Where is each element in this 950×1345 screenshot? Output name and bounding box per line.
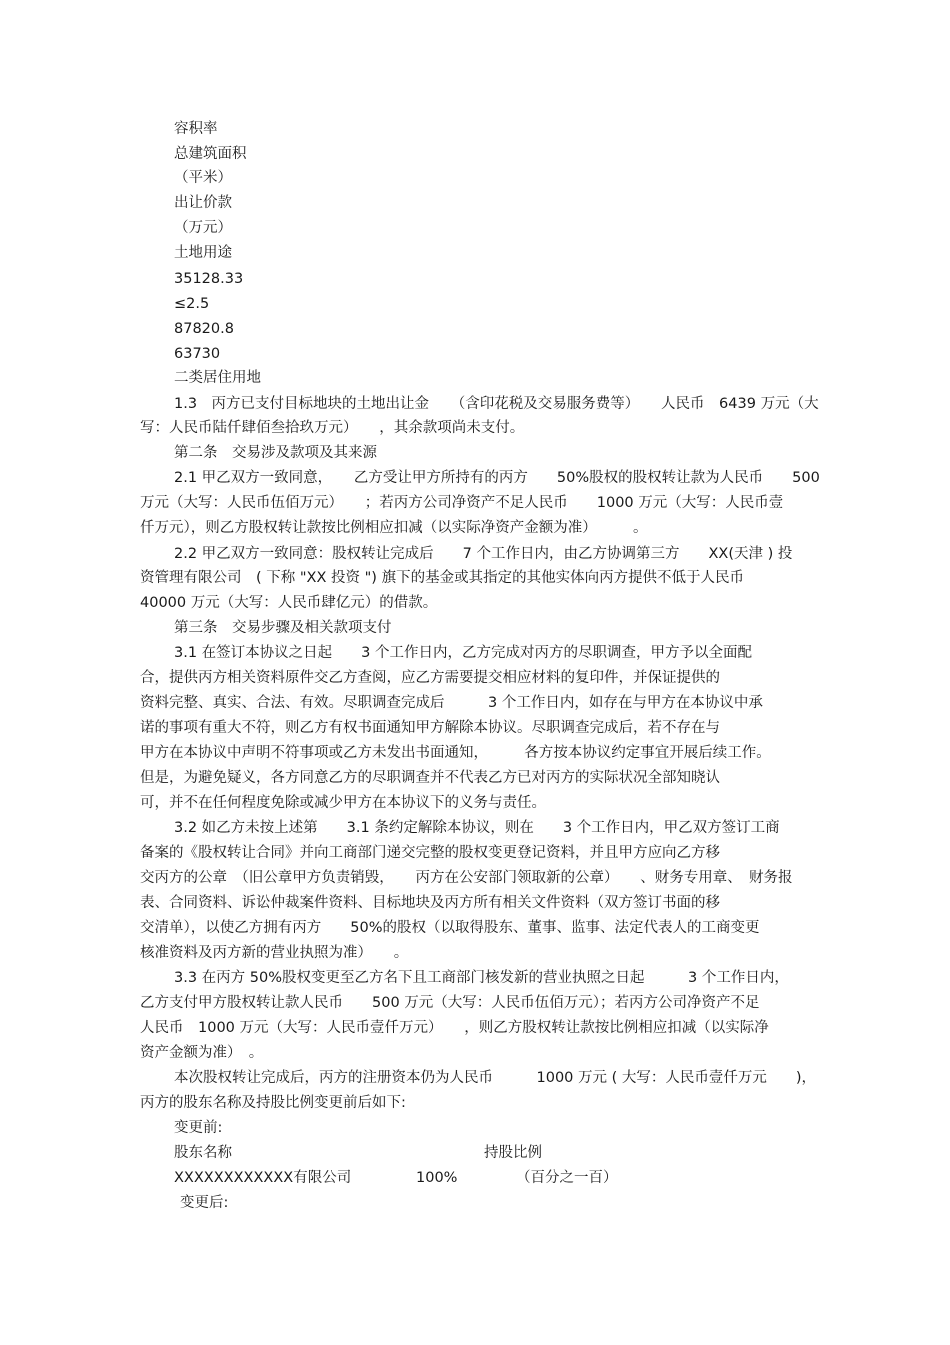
- para-3-3-line-3: 人民币 1000 万元（大写：人民币壹仟万元） ，则乙方股权转让款按比例相应扣减（以实际净: [140, 1020, 769, 1036]
- para-2-2-line-1: 2.2 甲乙双方一致同意：股权转让完成后 7 个工作日内，由乙方协调第三方 XX(天津 ) 投: [174, 546, 793, 562]
- table-label-area-unit: （平米）: [174, 170, 232, 186]
- table-value-land-use: 二类居住用地: [174, 370, 261, 386]
- para-3-2-line-6: 核准资料及丙方新的营业执照为准） 。: [140, 945, 409, 961]
- table-value-price: 63730: [174, 346, 221, 362]
- shareholding-ratio-header: 持股比例: [484, 1145, 542, 1161]
- shareholding-percent-words-cell: （百分之一百）: [516, 1170, 618, 1186]
- shareholder-name-header: 股东名称: [174, 1145, 232, 1161]
- para-3-2-line-2: 备案的《股权转让合同》并向工商部门递交完整的股权变更登记资料，并且甲方应向乙方移: [140, 845, 720, 861]
- para-3-2-line-4: 表、合同资料、诉讼仲裁案件资料、目标地块及丙方所有相关文件资料（双方签订书面的移: [140, 895, 720, 911]
- before-change-label: 变更前:: [174, 1120, 223, 1136]
- after-change-label: 变更后:: [180, 1195, 229, 1211]
- para-3-1-line-1: 3.1 在签订本协议之日起 3 个工作日内，乙方完成对丙方的尽职调查，甲方予以全面配: [174, 645, 752, 661]
- article-2-title: 第二条 交易涉及款项及其来源: [174, 445, 377, 461]
- table-label-land-use: 土地用途: [174, 245, 232, 261]
- table-value-ratio: ≤2.5: [174, 296, 210, 312]
- table-label-plot-ratio: 容积率: [174, 121, 218, 137]
- table-value-area: 35128.33: [174, 271, 244, 287]
- para-3-3-line-4: 资产金额为准） 。: [140, 1045, 264, 1061]
- para-3-1-line-3: 资料完整、真实、合法、有效。尽职调查完成后 3 个工作日内，如存在与甲方在本协议中承: [140, 695, 763, 711]
- para-2-2-line-2: 资管理有限公司 ( 下称 "XX 投资 ") 旗下的基金或其指定的其他实体向丙方提供不低于人民币: [140, 570, 745, 586]
- shareholder-name-cell: XXXXXXXXXXXX有限公司: [174, 1170, 352, 1186]
- para-2-1-line-1: 2.1 甲乙双方一致同意， 乙方受让甲方所持有的丙方 50%股权的股权转让款为人民币 500: [174, 470, 820, 486]
- para-3-1-line-7: 可，并不在任何程度免除或减少甲方在本协议下的义务与责任。: [140, 795, 546, 811]
- para-3-2-line-1: 3.2 如乙方未按上述第 3.1 条约定解除本协议，则在 3 个工作日内，甲乙双方签订工商: [174, 820, 780, 836]
- para-3-1-line-6: 但是，为避免疑义，各方同意乙方的尽职调查并不代表乙方已对丙方的实际状况全部知晓认: [140, 770, 720, 786]
- para-2-2-line-3: 40000 万元（大写：人民币肆亿元）的借款。: [140, 595, 438, 611]
- shareholding-percent-cell: 100%: [416, 1170, 458, 1186]
- para-2-1-line-3: 仟万元），则乙方股权转让款按比例相应扣减（以实际净资产金额为准） 。: [140, 520, 648, 536]
- para-3-3-line-2: 乙方支付甲方股权转让款人民币 500 万元（大写：人民币伍佰万元）；若丙方公司净资产不足: [140, 995, 760, 1011]
- para-3-2-line-5: 交清单），以使乙方拥有丙方 50%的股权（以取得股东、董事、监事、法定代表人的工商变更: [140, 920, 760, 936]
- para-3-1-line-2: 合，提供丙方相关资料原件交乙方查阅，应乙方需要提交相应材料的复印件，并保证提供的: [140, 670, 720, 686]
- table-label-transfer-price: 出让价款: [174, 195, 232, 211]
- table-value-total-area: 87820.8: [174, 321, 234, 337]
- para-3-1-line-5: 甲方在本协议中声明不符事项或乙方未发出书面通知， 各方按本协议约定事宜开展后续工作。: [140, 745, 771, 761]
- para-after-line-1: 本次股权转让完成后，丙方的注册资本仍为人民币 1000 万元 ( 大写：人民币壹仟万元 )，: [174, 1070, 817, 1086]
- article-3-title: 第三条 交易步骤及相关款项支付: [174, 620, 392, 636]
- para-after-line-2: 丙方的股东名称及持股比例变更前后如下:: [140, 1095, 406, 1111]
- para-2-1-line-2: 万元（大写：人民币伍佰万元） ；若丙方公司净资产不足人民币 1000 万元（大写：人民币壹: [140, 495, 784, 511]
- para-3-2-line-3: 交丙方的公章 （旧公章甲方负责销毁， 丙方在公安部门领取新的公章） 、财务专用章、 财务报: [140, 870, 793, 886]
- para-3-3-line-1: 3.3 在丙方 50%股权变更至乙方名下且工商部门核发新的营业执照之日起 3 个工作日内，: [174, 970, 789, 986]
- para-1-3-line-1: 1.3 丙方已支付目标地块的土地出让金 （含印花税及交易服务费等） 人民币 6439 万元（大: [174, 396, 819, 412]
- para-1-3-line-2: 写：人民币陆仟肆佰叁拾玖万元） ，其余款项尚未支付。: [140, 420, 525, 436]
- table-label-total-area: 总建筑面积: [174, 146, 247, 162]
- para-3-1-line-4: 诺的事项有重大不符，则乙方有权书面通知甲方解除本协议。尽职调查完成后，若不存在与: [140, 720, 720, 736]
- table-label-price-unit: （万元）: [174, 220, 232, 236]
